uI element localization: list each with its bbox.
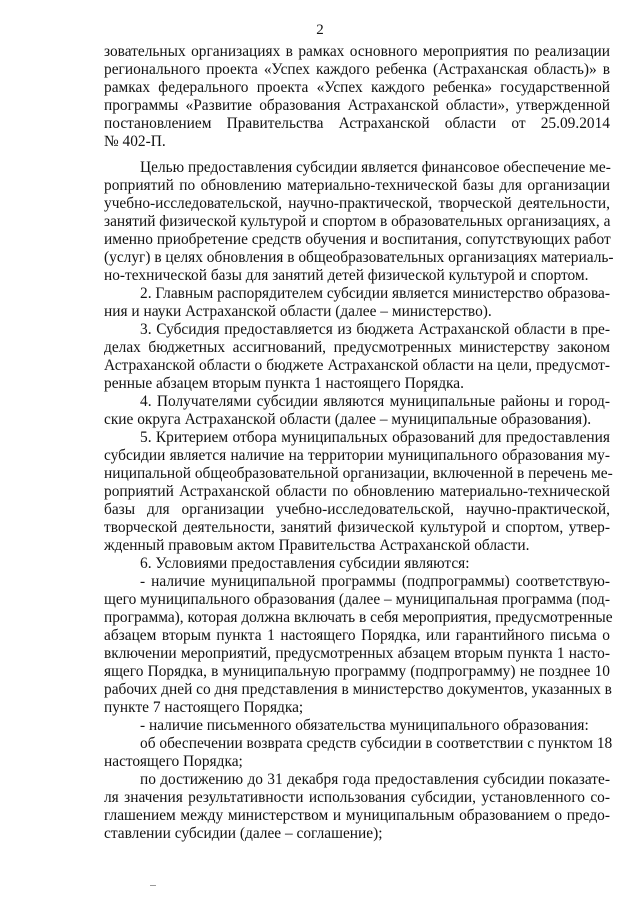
text-line: учебно-исследовательской, научно-практической, творческой деятельности,: [104, 195, 610, 212]
text-line: жденный правовым актом Правительства Астраханской области.: [104, 537, 530, 554]
page-number: 2: [316, 22, 324, 38]
text-line: регионального проекта «Успех каждого ребенка (Астраханская область)» в: [104, 61, 610, 78]
text-line: постановлением Правительства Астраханской области от 25.09.2014: [104, 115, 610, 132]
text-line: глашением между министерством и муниципальным образованием о предо-: [104, 807, 610, 824]
text-line: абзацем вторым пункта 1 настоящего Порядка, или гарантийного письма о: [104, 627, 610, 644]
text-line: ля значения результативности использования субсидии, установленного со-: [104, 789, 610, 806]
text-line: занятий физической культурой и спортом в образовательных организациях, а: [104, 213, 611, 230]
text-line: программы «Развитие образования Астраханской области», утвержденной: [104, 97, 610, 114]
text-line: Целью предоставления субсидии является финансовое обеспечение ме-: [140, 159, 611, 176]
text-line: ниципальной общеобразовательной организации, включенной в перечень ме-: [104, 465, 613, 482]
text-line: по достижению до 31 декабря года предоставления субсидии показате-: [140, 771, 610, 788]
text-line: щего муниципального образования (далее – муниципальная программа (под-: [104, 591, 610, 608]
text-line: 3. Субсидия предоставляется из бюджета Астраханской области в пре-: [140, 321, 610, 338]
text-line: делах бюджетных ассигнований, предусмотренных министерству законом: [104, 339, 610, 356]
text-line: (услуг) в целях обновления в общеобразовательных организациях материаль-: [104, 249, 614, 266]
scan-mark: [150, 885, 156, 886]
text-line: об обеспечении возврата средств субсидии в соответствии с пунктом 18: [140, 735, 613, 752]
text-line: роприятий Астраханской области по обновлению материально-технической: [104, 483, 610, 500]
text-line: зовательных организациях в рамках основного мероприятия по реализации: [104, 43, 610, 60]
text-line: но-технической базы для занятий детей физической культурой и спортом.: [104, 267, 589, 284]
text-line: именно приобретение средств обучения и воспитания, сопутствующих работ: [104, 231, 611, 248]
text-line: включении мероприятий, предусмотренных абзацем вторым пункта 1 насто-: [104, 645, 610, 662]
text-line: № 402-П.: [104, 133, 166, 150]
text-line: программа), которая должна включать в себя мероприятия, предусмотренные: [104, 609, 613, 626]
text-line: настоящего Порядка;: [104, 753, 243, 770]
text-line: пункте 7 настоящего Порядка;: [104, 699, 304, 716]
text-line: ния и науки Астраханской области (далее – министерство).: [104, 303, 492, 320]
text-line: Астраханской области о бюджете Астраханской области на цели, предусмот-: [104, 357, 610, 374]
text-line: - наличие письменного обязательства муниципального образования:: [140, 717, 589, 734]
text-line: 5. Критерием отбора муниципальных образований для предоставления: [140, 429, 610, 446]
text-line: рабочих дней со дня представления в министерство документов, указанных в: [104, 681, 612, 698]
text-line: творческой деятельности, занятий физической культурой и спортом, утвер-: [104, 519, 610, 536]
text-line: субсидии является наличие на территории муниципального образования му-: [104, 447, 610, 464]
text-line: 4. Получателями субсидии являются муниципальные районы и город-: [140, 393, 610, 410]
text-line: ские округа Астраханской области (далее – муниципальные образования).: [104, 411, 592, 428]
text-line: базы для организации учебно-исследовательской, научно-практической,: [104, 501, 610, 518]
text-line: - наличие муниципальной программы (подпрограммы) соответствую-: [140, 573, 610, 590]
text-line: ящего Порядка, в муниципальную программу (подпрограмму) не позднее 10: [104, 663, 610, 680]
text-line: 2. Главным распорядителем субсидии является министерство образова-: [140, 285, 610, 302]
text-line: ренные абзацем вторым пункта 1 настоящего Порядка.: [104, 375, 464, 392]
text-line: рамках федерального проекта «Успех каждого ребенка» государственной: [104, 79, 610, 96]
text-line: ставлении субсидии (далее – соглашение);: [104, 825, 383, 842]
text-line: роприятий по обновлению материально-технической базы для организации: [104, 177, 610, 194]
text-line: 6. Условиями предоставления субсидии являются:: [140, 555, 470, 572]
